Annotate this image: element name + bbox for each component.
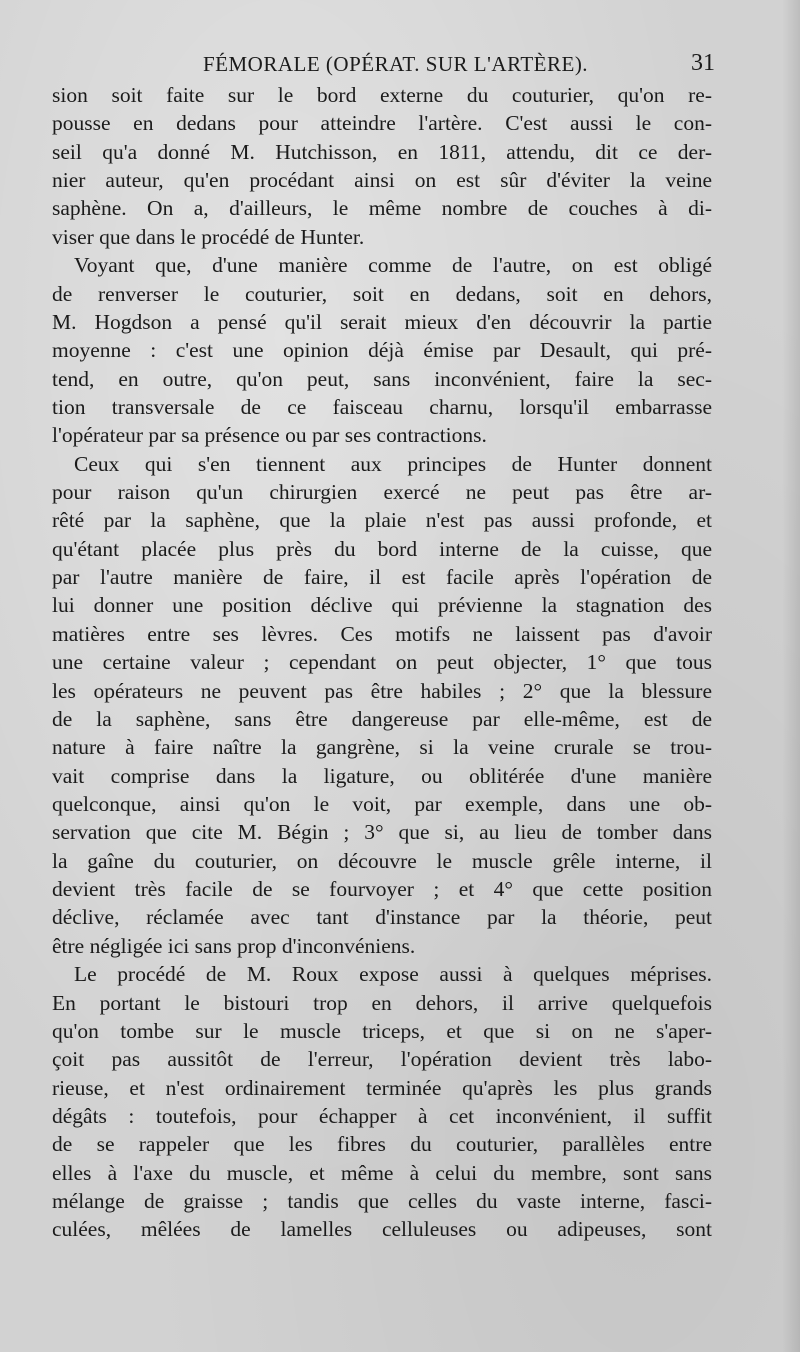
text-line: dégâts : toutefois, pour échapper à cet inconvénient, il suffit	[52, 1103, 712, 1128]
text-line: sion soit faite sur le bord externe du couturier, qu'on re-	[52, 83, 712, 107]
text-line: les opérateurs ne peuvent pas être habiles ; 2° que la blessure	[52, 678, 712, 703]
text-line: la gaîne du couturier, on découvre le muscle grêle interne, il	[52, 848, 712, 873]
text-line: Le procédé de M. Roux expose aussi à quelques méprises.	[74, 962, 712, 987]
text-line: pour raison qu'un chirurgien exercé ne peut pas être ar-	[52, 480, 712, 505]
running-head: FÉMORALE (OPÉRAT. SUR L'ARTÈRE).	[203, 52, 589, 76]
text-line: Voyant que, d'une manière comme de l'autre, on est obligé	[74, 253, 712, 278]
text-line: moyenne : c'est une opinion déjà émise par Desault, qui pré-	[52, 338, 712, 363]
text-line: être négligée ici sans prop d'inconvéniens.	[52, 933, 416, 958]
text-line: nier auteur, qu'en procédant ainsi on est sûr d'éviter la veine	[52, 168, 712, 193]
text-line: devient très facile de se fourvoyer ; et 4° que cette position	[52, 877, 712, 902]
text-line: tion transversale de ce faisceau charnu, lorsqu'il embarrasse	[52, 394, 712, 419]
text-line: de la saphène, sans être dangereuse par elle-même, est de	[52, 706, 712, 731]
text-line: qu'on tombe sur le muscle triceps, et que si on ne s'aper-	[52, 1018, 712, 1043]
text-line: tend, en outre, qu'on peut, sans inconvénient, faire la sec-	[52, 366, 712, 391]
text-line: culées, mêlées de lamelles celluleuses ou adipeuses, sont	[52, 1217, 712, 1242]
text-line: lui donner une position déclive qui prévienne la stagnation des	[52, 593, 712, 618]
text-line: matières entre ses lèvres. Ces motifs ne laissent pas d'avoir	[52, 621, 712, 646]
text-line: vait comprise dans la ligature, ou oblitérée d'une manière	[52, 763, 712, 788]
text-line: çoit pas aussitôt de l'erreur, l'opération devient très labo-	[52, 1047, 712, 1072]
text-line: viser que dans le procédé de Hunter.	[52, 224, 365, 249]
text-line: M. Hogdson a pensé qu'il serait mieux d'en découvrir la partie	[52, 309, 712, 334]
text-line: qu'étant placée plus près du bord interne de la cuisse, que	[52, 536, 712, 561]
text-line: mélange de graisse ; tandis que celles du vaste interne, fasci-	[52, 1189, 712, 1214]
text-line: nature à faire naître la gangrène, si la veine crurale se trou-	[52, 735, 712, 760]
text-line: une certaine valeur ; cependant on peut objecter, 1° que tous	[52, 650, 712, 675]
text-line: servation que cite M. Bégin ; 3° que si, au lieu de tomber dans	[52, 820, 712, 845]
text-line: pousse en dedans pour atteindre l'artère. C'est aussi le con-	[52, 111, 712, 136]
text-line: saphène. On a, d'ailleurs, le même nombre de couches à di-	[52, 196, 712, 221]
text-line: de renverser le couturier, soit en dedans, soit en dehors,	[52, 281, 712, 306]
text-line: déclive, réclamée avec tant d'instance par la théorie, peut	[52, 905, 712, 930]
text-line: de se rappeler que les fibres du couturier, parallèles entre	[52, 1132, 712, 1157]
text-line: l'opérateur par sa présence ou par ses contractions.	[52, 423, 487, 448]
body-text	[52, 81, 712, 1244]
text-line: par l'autre manière de faire, il est facile après l'opération de	[52, 565, 712, 590]
text-line: rieuse, et n'est ordinairement terminée qu'après les plus grands	[52, 1075, 712, 1100]
text-line: rêté par la saphène, que la plaie n'est pas aussi profonde, et	[52, 508, 712, 533]
page-number: 31	[691, 50, 715, 76]
page-header	[60, 50, 715, 80]
text-line: En portant le bistouri trop en dehors, il arrive quelquefois	[52, 990, 712, 1015]
text-line: seil qu'a donné M. Hutchisson, en 1811, attendu, dit ce der-	[52, 139, 712, 164]
text-line: quelconque, ainsi qu'on le voit, par exemple, dans une ob-	[52, 791, 712, 816]
text-line: elles à l'axe du muscle, et même à celui du membre, sont sans	[52, 1160, 712, 1185]
text-line: Ceux qui s'en tiennent aux principes de Hunter donnent	[74, 451, 712, 476]
